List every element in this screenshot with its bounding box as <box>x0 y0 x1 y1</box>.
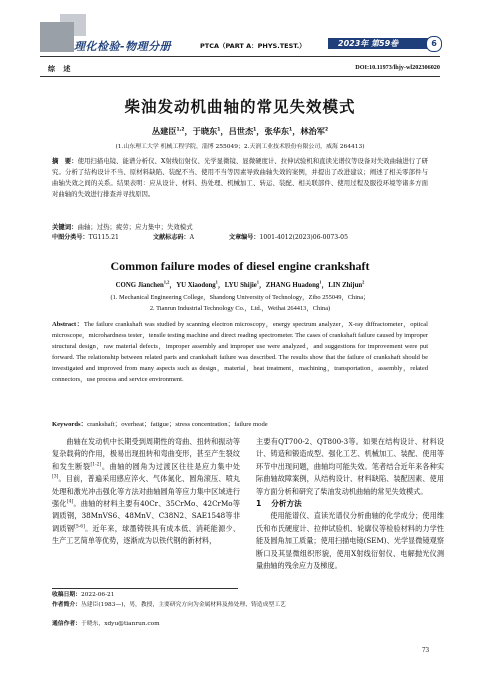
column-tag: 综 述 <box>48 64 74 73</box>
en-title: Common failure modes of diesel engine crankshaft <box>110 259 370 273</box>
year-volume-text: 2023年 第59卷 <box>338 39 399 48</box>
cn-classification: 中图分类号：TG115.21 文献标志码：A 文章编号：1001-4012(2023)06-0073-05 <box>52 234 348 241</box>
doi: DOI:10.11973/lhjy-wl202306020 <box>355 64 440 71</box>
subheader-rule <box>40 76 440 77</box>
issue-number: 6 <box>431 39 437 48</box>
intro-paragraph: 曲轴在发动机中长期受到周期性的弯曲、扭转和振动等复杂载荷的作用，极易出现扭转和弯曲变形，甚至产生裂纹和发生断裂[1-2]。曲轴的圆角为过渡区往往是应力集中处[3]。目前，普遍采用感应淬火、气体氮化、圆角滚压、喷丸处理和激光冲击强化等方法对曲轴圆角等应力集中区域进行强化[4]。曲轴的材料主要有40Cr、35CrMo、42CrMo等调质钢，38MnVS6、48MnV、C38N2、SAE1548等非调质钢[5-6]。近年来，球墨铸铁具有成本低、消耗能源少、生产工艺简单等优势，逐渐成为以铁代钢的新材料， <box>52 437 240 546</box>
body-left-column <box>52 436 240 566</box>
en-affiliation-2: 2. Tianrun Industrial Technology Co.，Ltd.，Weihai 264413，China) <box>149 305 331 312</box>
cn-authors: 丛建臣$^{1,2}$，于晓东$^1$，吕世杰$^1$，张华东$^1$，林治军$^2$ <box>151 126 329 136</box>
footnote-contact: 通信作者：于晓东，xdyu@tianrun.com <box>52 621 160 627</box>
body-right-column <box>256 436 444 572</box>
footnote-rule <box>52 588 238 589</box>
journal-logo-shape-front <box>40 22 74 52</box>
cn-keywords: 关键词：曲轴；过热；疲劳；应力集中；失效模式 <box>52 223 193 231</box>
header-rule <box>40 56 440 57</box>
cn-abstract-text: 使用扫描电镜、能谱分析仪、X射线衍射仪、光学显微镜、显微硬度计、拉伸试验机和直读光谱仪等设备对失效曲轴进行了研究。分析了结构设计不当、原材料缺陷、装配不当、使用不当等因素导致曲轴失效的案例，并提出了改进建议；阐述了相关零部件与曲轴失效之间的关系。结果表明：应从设计、材料、热处理、机械加工、转运、装配、相关联部件、使用过程及服役环境等诸多方面对曲轴的失效进行排查并寻找原因。 <box>52 157 428 198</box>
cn-abstract-label: 摘 要： <box>52 157 78 165</box>
en-authors: CONG Jianchen$^{1,2}$，YU Xiaodong$^1$，LYU Shijie$^1$，ZHANG Huadong$^1$，LIN Zhijun$^2$ <box>115 279 365 289</box>
section-heading: 1 分析方法 <box>256 499 302 509</box>
footnote-bio: 作者简介：丛建臣(1983—)，男，教授，主要研究方向为金属材料及热处理、铸造成型工艺 <box>52 602 286 608</box>
cn-affiliation: (1.山东理工大学 机械工程学院，淄博 255049；2.天润工业技术股份有限公司，威海 264413) <box>115 144 365 150</box>
cn-title: 柴油发动机曲轴的常见失效模式 <box>124 98 356 116</box>
footnote-received: 收稿日期：2022-06-21 <box>52 592 115 598</box>
methods-paragraph: 使用能谱仪、直读光谱仪分析曲轴的化学成分；使用维氏和布氏硬度计、拉伸试验机、轮廓仪等检验材料的力学性能及圆角加工质量；使用扫描电镜(SEM)、光学显微镜观察断口及其显微组织形貌，使用X射线衍射仪、电解抛光仪测量曲轴的残余应力及梯度。 <box>256 511 444 571</box>
intro-paragraph-cont: 主要有QT700-2、QT800-3等。如果在结构设计、材料设计、铸造和锻造成型、强化工艺、机械加工、装配、使用等环节中出现问题，曲轴均可能失效。笔者结合近年来各种实际曲轴故障案例，从结构设计、材料缺陷、装配因素、使用等方面分析和研究了柴油发动机曲轴的常见失效模式。 <box>256 437 444 496</box>
page-number: 73 <box>422 646 429 654</box>
journal-logo-text: 理化检验-物理分册 <box>74 40 172 53</box>
journal-name: PTCA（PART A：PHYS.TEST.） <box>200 42 306 50</box>
en-affiliation-1: (1. Mechanical Engineering College，Shandong University of Technology，Zibo 255049，China； <box>110 294 370 301</box>
en-abstract: Abstract：The failure crankshaft was studied by scanning electron microscopy，energy spectrum analyzer，X-ray diffractometer，optical microscope，microhardness tester，tensile testing machine and direct reading spectrometer. The cases of crankshaft failure caused by improper structural design，raw material defects，improper assembly and improper use were analyzed，and suggestions for improvement were put forward. The relationship between related parts and crankshaft failure was described. The results show that the failure of crankshaft should be investigated and improved from many aspects such as design，material，heat treatment，machining，transportation，assembly，related connectors，use process and service environment. <box>52 321 428 383</box>
cn-abstract <box>52 156 428 200</box>
en-keywords: Keywords：crankshaft；overheat；fatigue；stress concentration；failure mode <box>52 421 268 428</box>
